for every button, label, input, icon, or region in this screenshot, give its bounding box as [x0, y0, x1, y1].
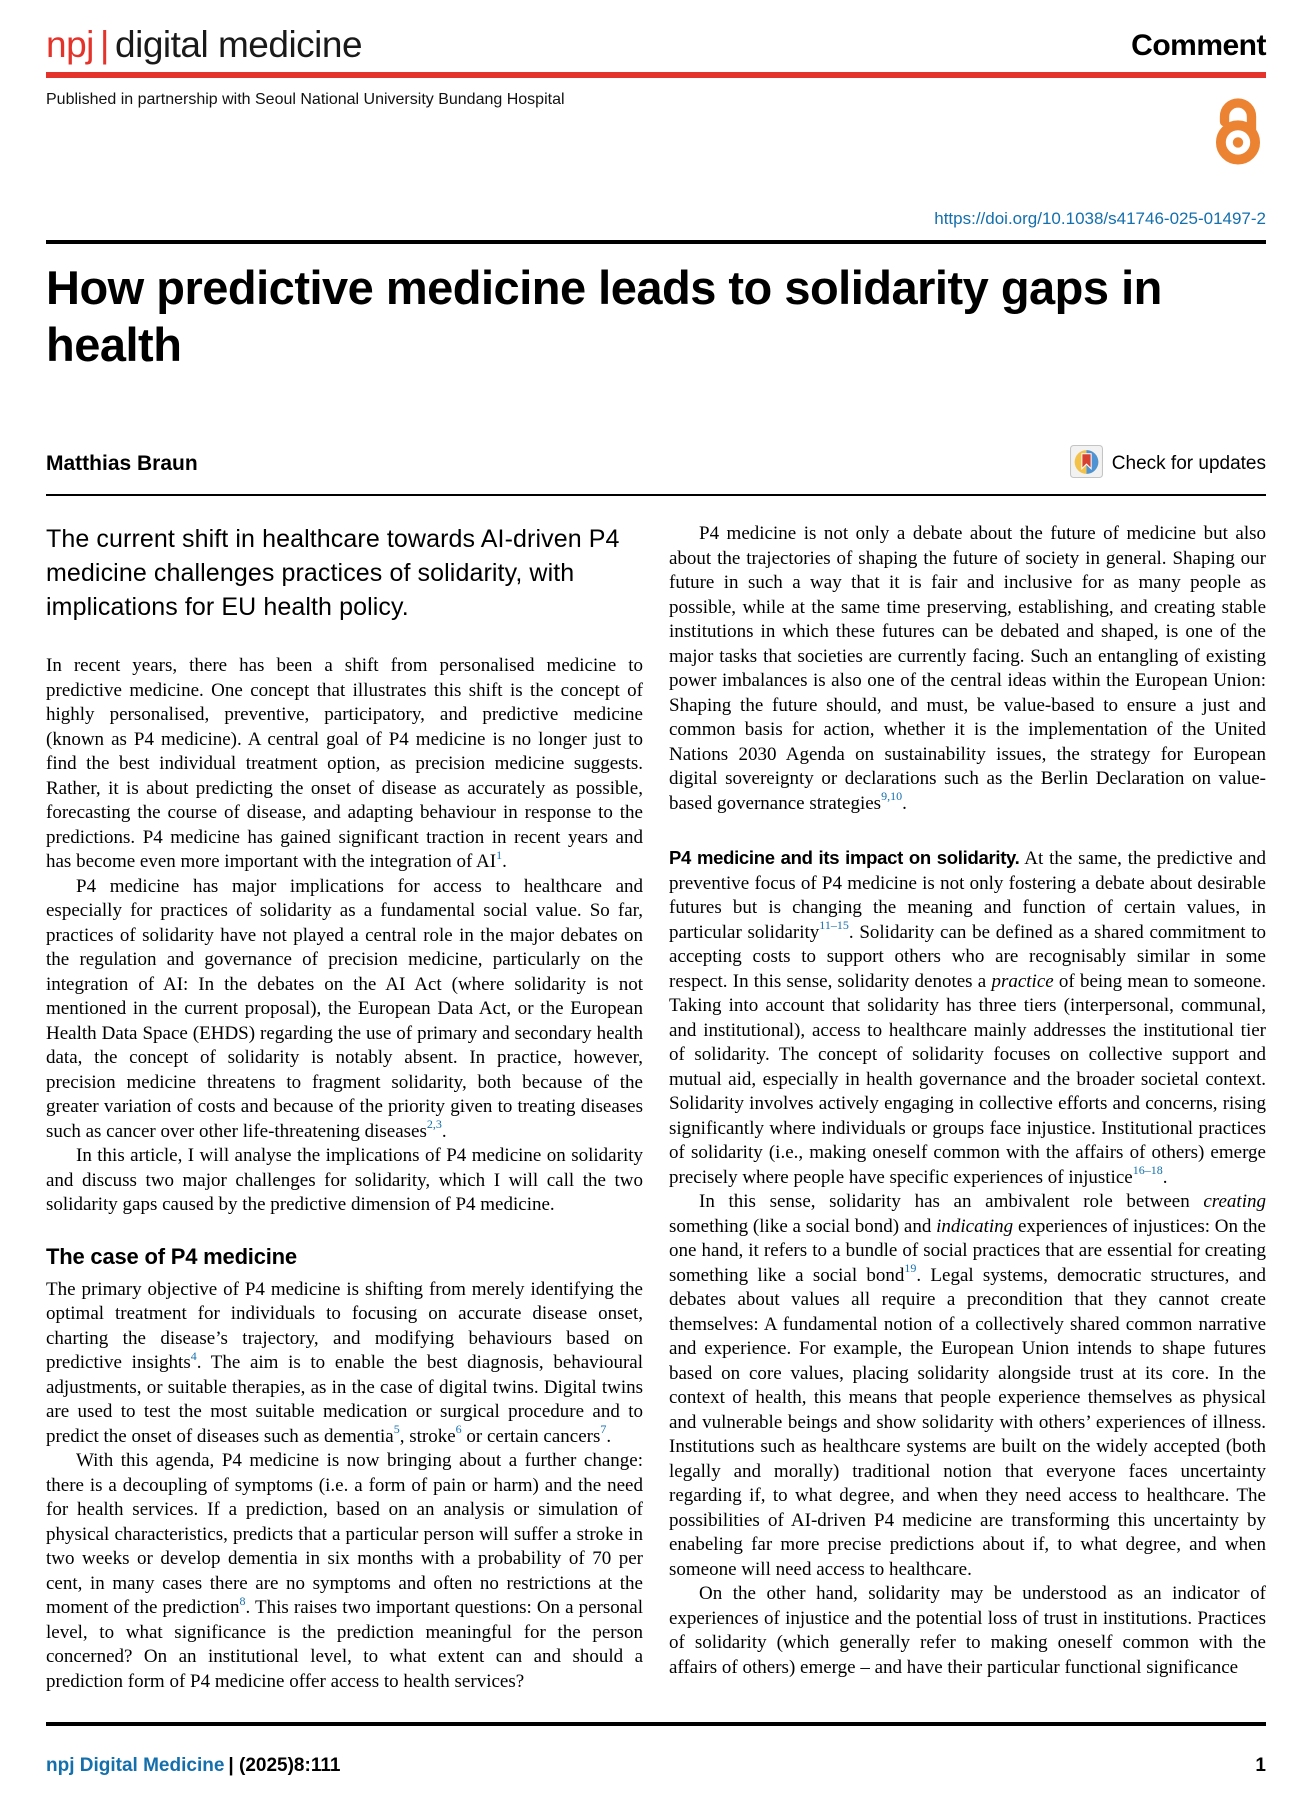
doi-link[interactable]: https://doi.org/10.1038/s41746-025-01497-2 [934, 209, 1266, 228]
page-footer [46, 1722, 1266, 1777]
paragraph: In recent years, there has been a shift from personalised medicine to predictive medicine. One concept that illustrates this shift is the concept of highly personalised, preventive, participatory, and predictive medicine (known as P4 medicine). A central goal of P4 medicine is no longer just to find the best individual treatment option, as precision medicine suggests. Rather, it is about predicting the onset of disease as accurately as possible, forecasting the course of disease, and adapting behaviour in response to the predictions. P4 medicine has gained significant traction in recent years and has become even more important with the integration of AI$^1$. [46, 655, 643, 872]
left-column [46, 496, 643, 1712]
paragraph: P4 medicine has major implications for access to healthcare and especially for practices of solidarity as a fundamental social value. So far, practices of solidarity have not played a central role in the major debates on the regulation and governance of precision medicine, particularly on the integration of AI: In the debates on the AI Act (where solidarity is not mentioned in the current proposal), the European Data Act, or the European Health Data Space (EHDS) regarding the use of primary and secondary health data, the concept of solidarity is notably absent. In practice, however, precision medicine threatens to fragment solidarity, both because of the greater variation of costs and because of the priority given to treating diseases such as cancer over other life-threatening diseases$^{2,3}$. [46, 875, 643, 1142]
reference-superscript[interactable]: 5 [393, 1422, 400, 1437]
reference-superscript[interactable]: 2,3 [426, 1117, 442, 1132]
footer-journal-link[interactable]: npj Digital Medicine [46, 1754, 225, 1776]
author-name: Matthias Braun [46, 452, 198, 475]
open-access-icon [1210, 96, 1266, 171]
check-for-updates-button[interactable] [1070, 445, 1266, 484]
paragraph: P4 medicine is not only a debate about the future of medicine but also about the trajectories of shaping the future of society in general. Shaping our future in such a way that it is fair and inclusive for as many people as possible, while at the same time preserving, establishing, and creating stable institutions in which these futures can be debated and shaped, is one of the major tasks that societies are currently facing. Such an entangling of existing power imbalances is also one of the central ideas within the European Union: Shaping the future should, and must, be value-based to ensure a just and common basis for action, whether it is the implementation of the United Nations 2030 Agenda on sustainability issues, the strategy for European digital sovereignty or declarations such as the Berlin Declaration on value-based governance strategies$^{9,10}$. [669, 523, 1266, 814]
article-body [46, 496, 1266, 1712]
page-number: 1 [1255, 1754, 1266, 1776]
reference-superscript[interactable]: 8 [239, 1593, 246, 1608]
reference-superscript[interactable]: 4 [190, 1348, 197, 1363]
partnership-note: Published in partnership with Seoul National University Bundang Hospital [46, 91, 565, 108]
reference-superscript[interactable]: 16–18 [1132, 1163, 1163, 1178]
page-title: How predictive medicine leads to solidarity gaps in health [46, 260, 1162, 371]
journal-header [46, 0, 1266, 109]
reference-superscript[interactable]: 1 [496, 847, 503, 862]
paragraph: On the other hand, solidarity may be understood as an indicator of experiences of injustice and the potential loss of trust in institutions. Practices of solidarity (which generally refer to making oneself common with the affairs of others) emerge – and have their particular functional significance [669, 1583, 1266, 1678]
journal-logo [46, 26, 362, 63]
paragraph: In this sense, solidarity has an ambivalent role between creating something (like a social bond) and indicating experiences of injustices: On the one hand, it refers to a bundle of social practices that are essential for creating something like a social bond$^{19}$. Legal systems, democratic structures, and debates about values all require a precondition that they cannot create themselves: A fundamental notion of a collectively shared common narrative and experience. For example, the European Union intends to shape futures based on core values, placing solidarity alongside trust at its core. In the context of health, this means that people experience themselves as physical and vulnerable beings and show solidarity with others’ experiences of illness. Institutions such as healthcare systems are built on the widely accepted (both legally and morally) traditional notion that everyone faces uncertainty regarding if, to what degree, and when they need access to healthcare. The possibilities of AI-driven P4 medicine are transforming this uncertainty by enabeling far more precise predictions about if, to what degree, and when someone will need access to healthcare. [669, 1191, 1266, 1580]
paragraph: In this article, I will analyse the implications of P4 medicine on solidarity and discuss two major challenges for solidarity, which I will call the two solidarity gaps caused by the predictive dimension of P4 medicine. [46, 1145, 643, 1215]
reference-superscript[interactable]: 19 [904, 1261, 917, 1276]
check-for-updates-label: Check for updates [1111, 453, 1266, 474]
reference-superscript[interactable]: 11–15 [819, 918, 849, 933]
standfirst: The current shift in healthcare towards AI-driven P4 medicine challenges practices of solidarity, with implications for EU health policy. [46, 525, 620, 621]
paragraph: The primary objective of P4 medicine is shifting from merely identifying the optimal treatment for individuals to focusing on accurate disease onset, charting the disease’s trajectory, and modifying behaviours based on predictive insights$^4$. The aim is to enable the best diagnosis, behavioural adjustments, or suitable therapies, as in the case of digital twins. Digital twins are used to test the most suitable medication or surgical procedure and to predict the onset of diseases such as dementia$^5$, stroke$^6$ or certain cancers$^7$. [46, 1278, 643, 1447]
footer-rule [46, 1722, 1266, 1726]
section-heading: The case of P4 medicine [46, 1243, 297, 1269]
run-in-heading: P4 medicine and its impact on solidarity. [669, 847, 1020, 868]
title-rule [46, 240, 1266, 244]
footer-citation: | (2025)8:111 [228, 1754, 341, 1776]
reference-superscript[interactable]: 6 [455, 1422, 462, 1437]
brand-rule [46, 72, 1266, 78]
right-column [669, 496, 1266, 1712]
crossmark-icon [1070, 445, 1103, 484]
footer-citation-group [46, 1755, 340, 1777]
reference-superscript[interactable]: 9,10 [881, 789, 903, 804]
npj-logo-text: npj [46, 24, 94, 65]
reference-superscript[interactable]: 7 [600, 1422, 607, 1437]
logo-divider: | [99, 24, 110, 65]
paragraph: With this agenda, P4 medicine is now bringing about a further change: there is a decoupling of symptoms (i.e. a form of pain or harm) and the need for health services. If a prediction, based on an analysis or simulation of physical characteristics, predicts that a particular person will suffer a stroke in two weeks or develop dementia in six months with a probability of 70 per cent, in many cases there are no symptoms and often no restrictions at the moment of the prediction$^8$. This raises two important questions: On a personal level, to what significance is the prediction meaningful for the person concerned? On an institutional level, to what extent can and should a prediction form of P4 medicine offer access to health services? [46, 1450, 643, 1692]
journal-name: digital medicine [115, 24, 363, 65]
paragraph: P4 medicine and its impact on solidarity. At the same, the predictive and preventive focus of P4 medicine is not only fostering a debate about desirable futures but is changing the meaning and function of certain values, in particular solidarity$^{11-15}$. Solidarity can be defined as a shared commitment to accepting costs to support others who are recognisably similar in some respect. In this sense, solidarity denotes a practice of being mean to someone. Taking into account that solidarity has three tiers (interpersonal, communal, and institutional), access to healthcare mainly addresses the institutional tier of solidarity. The concept of solidarity focuses on collective support and mutual aid, especially in health governance and the broader societal context. Solidarity involves actively engaging in collective efforts and concerns, rising significantly where individuals or groups face injustice. Institutional practices of solidarity (i.e., making oneself common with the affairs of others) emerge precisely where people have specific experiences of injustice$^{16-18}$. [669, 847, 1266, 1188]
article-type-label: Comment [1131, 29, 1266, 62]
